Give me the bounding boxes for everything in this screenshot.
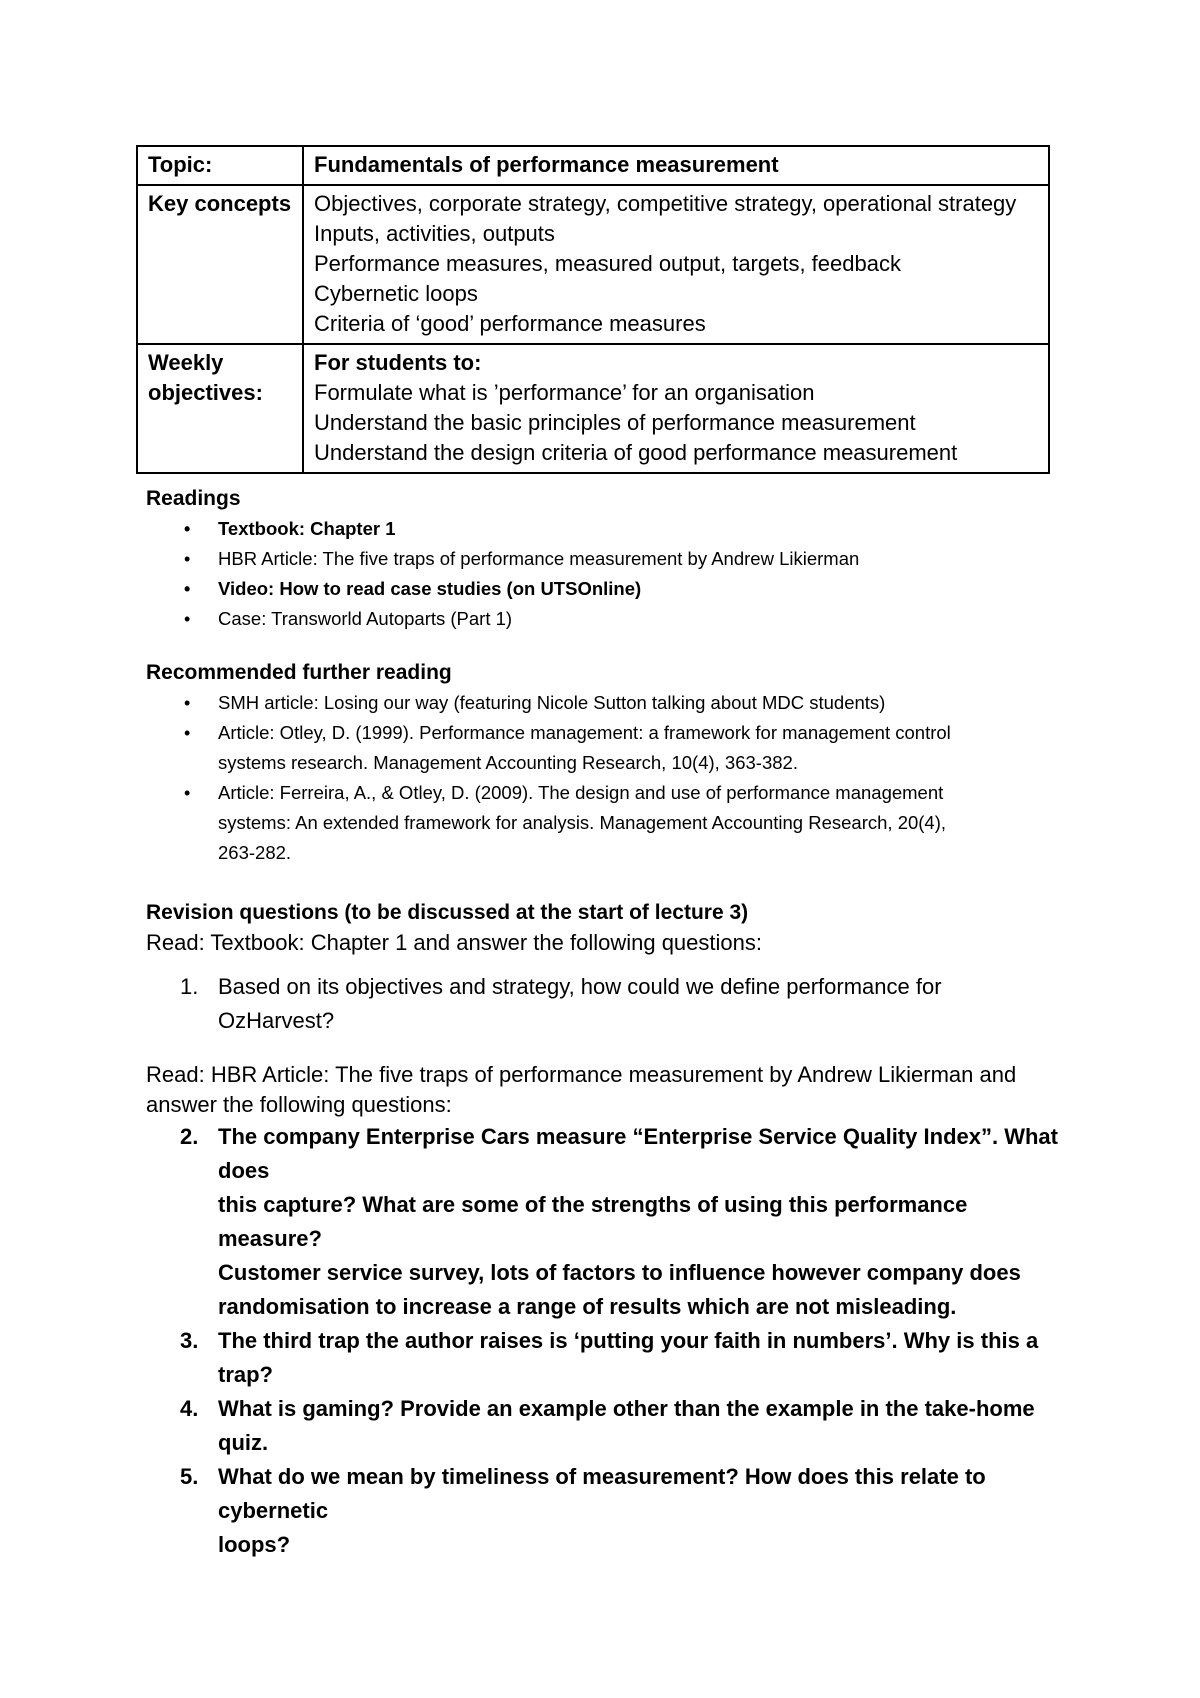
revision-intro-hbr-line: answer the following questions: [146, 1092, 452, 1117]
readings-list [146, 514, 1076, 634]
question-number: 5. [180, 1464, 199, 1489]
revision-intro-textbook: Read: Textbook: Chapter 1 and answer the following questions: [146, 930, 762, 955]
key-concept-line: Objectives, corporate strategy, competitive strategy, operational strategy [314, 191, 1017, 216]
key-concept-line: Cybernetic loops [314, 281, 478, 306]
revision-intro-hbr-line: Read: HBR Article: The five traps of performance measurement by Andrew Likierman and [146, 1062, 1017, 1087]
table-row-topic [137, 146, 1049, 185]
list-item [146, 688, 1076, 718]
revision-question-list-2 [146, 1120, 1076, 1562]
question-number: 2. [180, 1124, 199, 1149]
key-concepts-value [303, 185, 1049, 344]
question-line: loops? [218, 1532, 291, 1557]
list-item: • Video: How to read case studies (on UTSOnline) [146, 574, 1076, 604]
question-line: Customer service survey, lots of factors to influence however company does [218, 1260, 1021, 1285]
objectives-intro: For students to: [314, 350, 482, 375]
question-line: randomisation to increase a range of results which are not misleading. [218, 1294, 957, 1319]
list-item-line: 263-282. [218, 842, 292, 863]
objective-line: Understand the basic principles of performance measurement [314, 410, 916, 435]
list-item-line: • Article: Ferreira, A., & Otley, D. (2009). The design and use of performance management [218, 782, 944, 803]
question-number: 1. [180, 974, 199, 999]
list-item [146, 718, 1076, 778]
question-number: 4. [180, 1396, 199, 1421]
question-line: Based on its objectives and strategy, how could we define performance for [218, 974, 942, 999]
readings-heading: Readings [146, 487, 241, 510]
table-row-weekly-objectives [137, 344, 1049, 473]
question-line: The third trap the author raises is ‘putting your faith in numbers’. Why is this a trap? [218, 1328, 1039, 1387]
weekly-objectives-label [137, 344, 303, 473]
list-item: • Case: Transworld Autoparts (Part 1) [146, 604, 1076, 634]
key-concept-line: Criteria of ‘good’ performance measures [314, 311, 706, 336]
question-number: 3. [180, 1328, 199, 1353]
weekly-objectives-label-line: Weekly [148, 350, 224, 375]
list-item: • Textbook: Chapter 1 [146, 514, 1076, 544]
question-item [146, 1324, 1076, 1392]
question-line: What is gaming? Provide an example other than the example in the take-home quiz. [218, 1396, 1035, 1455]
weekly-objectives-value [303, 344, 1049, 473]
question-item [146, 970, 1076, 1038]
objective-line: Understand the design criteria of good performance measurement [314, 440, 958, 465]
revision-heading: Revision questions (to be discussed at the start of lecture 3) [146, 901, 749, 924]
revision-section [146, 898, 1076, 1562]
list-item [146, 778, 1076, 868]
key-concept-line: Inputs, activities, outputs [314, 221, 555, 246]
question-item [146, 1392, 1076, 1460]
question-item [146, 1460, 1076, 1562]
topic-value [303, 146, 1049, 185]
topic-value-line: Fundamentals of performance measurement [314, 152, 779, 177]
readings-section [146, 484, 1076, 634]
list-item-line: • Article: Otley, D. (1999). Performance management: a framework for management control [218, 722, 951, 743]
key-concept-line: Performance measures, measured output, targets, feedback [314, 251, 901, 276]
list-item-line: systems research. Management Accounting Research, 10(4), 363-382. [218, 752, 798, 773]
question-line: The company Enterprise Cars measure “Enterprise Service Quality Index”. What does [218, 1124, 1058, 1183]
topic-table [136, 145, 1050, 474]
further-reading-heading: Recommended further reading [146, 661, 452, 684]
objective-line: Formulate what is ’performance’ for an organisation [314, 380, 815, 405]
further-reading-section [146, 658, 1076, 868]
question-line: this capture? What are some of the strengths of using this performance measure? [218, 1192, 968, 1251]
key-concepts-label: Key concepts [137, 185, 303, 344]
question-line: What do we mean by timeliness of measurement? How does this relate to cybernetic [218, 1464, 986, 1523]
list-item: • HBR Article: The five traps of performance measurement by Andrew Likierman [146, 544, 1076, 574]
revision-intro-hbr [146, 1060, 1076, 1120]
list-item-line: • SMH article: Losing our way (featuring Nicole Sutton talking about MDC students) [218, 692, 886, 713]
table-row-key-concepts [137, 185, 1049, 344]
question-line: OzHarvest? [218, 1008, 335, 1033]
revision-question-list-1 [146, 970, 1076, 1038]
further-reading-list [146, 688, 1076, 868]
weekly-objectives-label-line: objectives: [148, 380, 263, 405]
list-item-line: systems: An extended framework for analysis. Management Accounting Research, 20(4), [218, 812, 947, 833]
question-item [146, 1120, 1076, 1324]
topic-label: Topic: [137, 146, 303, 185]
